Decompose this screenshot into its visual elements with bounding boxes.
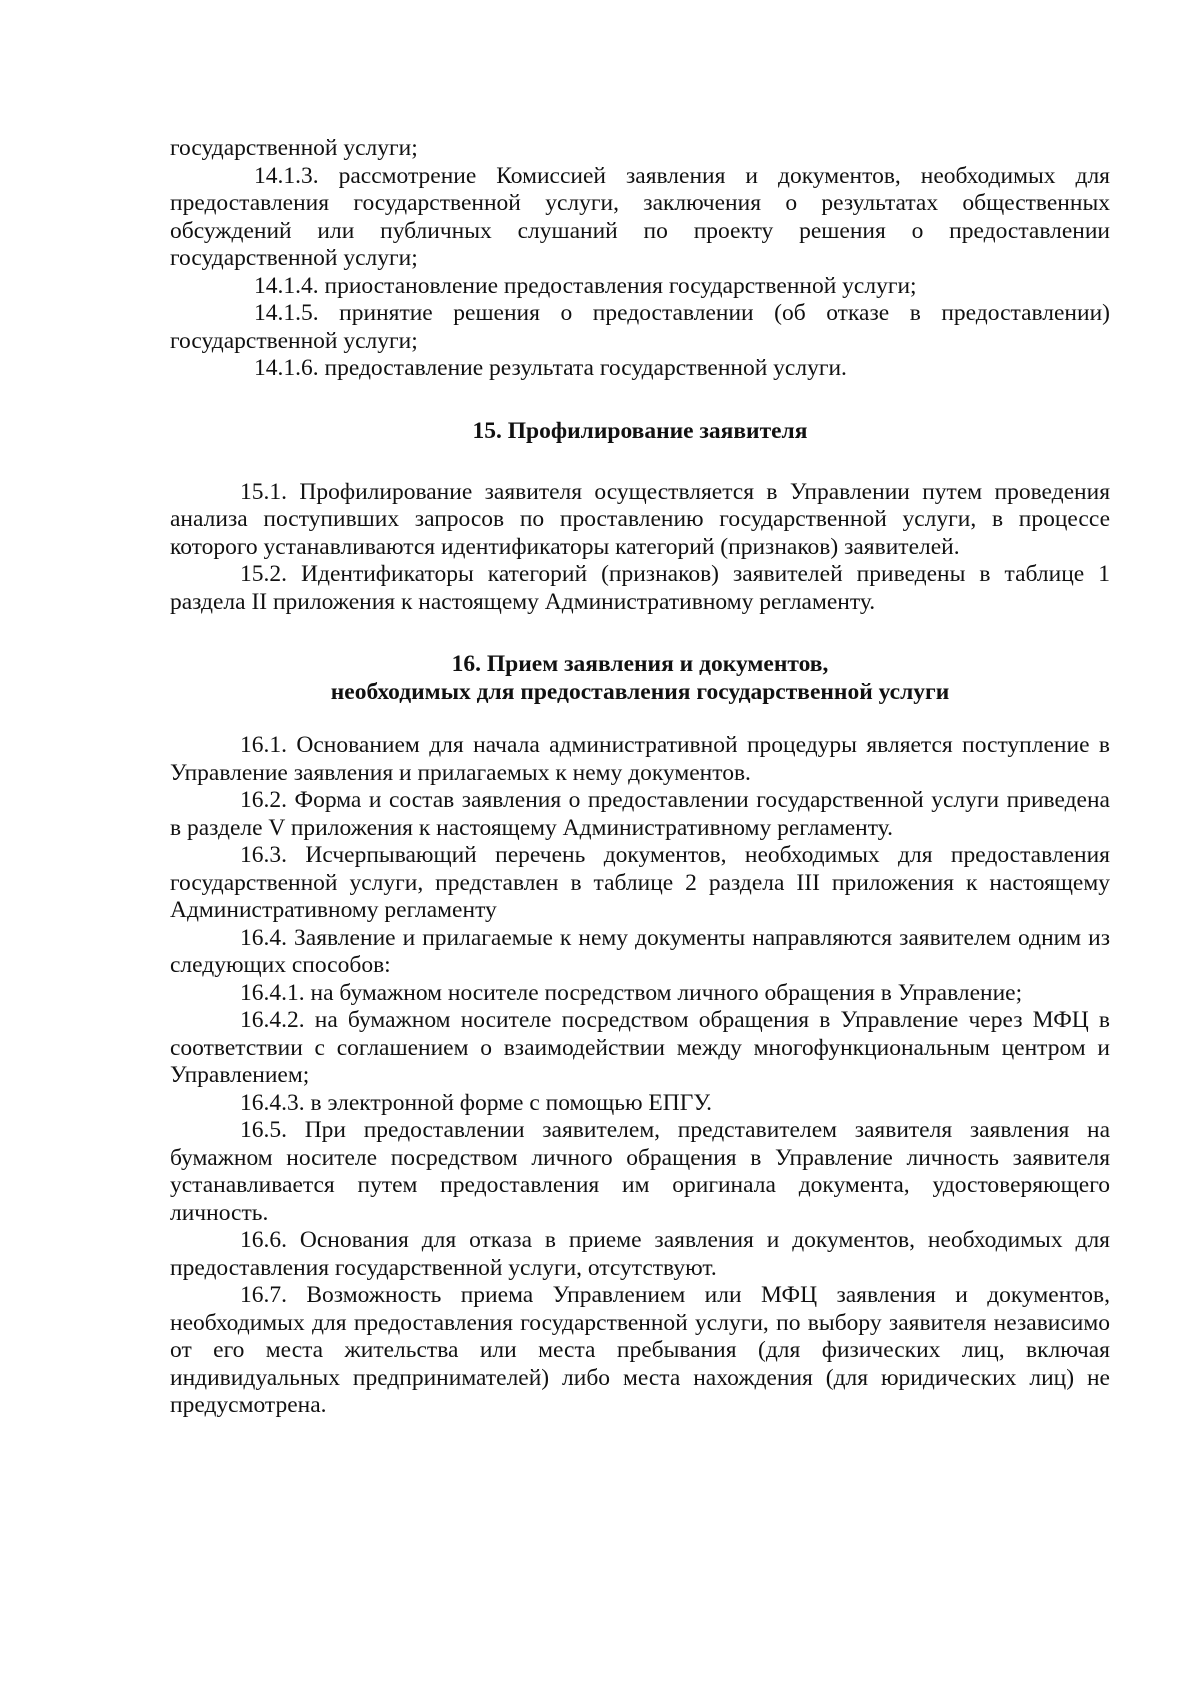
paragraph-continuation: государственной услуги;: [170, 135, 418, 161]
section-heading-15: 15. Профилирование заявителя: [472, 417, 808, 444]
paragraph-16-6: 16.6. Основания для отказа в приеме заявления и документов, необходимых для предоставления государственной услуги, отсутствуют.: [170, 1227, 1110, 1281]
paragraph-14-1-6: 14.1.6. предоставление результата государственной услуги.: [254, 355, 847, 381]
paragraph-15-1: 15.1. Профилирование заявителя осуществляется в Управлении путем проведения анализа поступивших запросов по проставлению государственной услуги, в процессе которого устанавливаются идентификаторы категорий (признаков) заявителей.: [170, 478, 1110, 560]
paragraph-16-2: 16.2. Форма и состав заявления о предоставлении государственной услуги приведена в разделе V приложения к настоящему Административному регламенту.: [170, 787, 1110, 841]
section-heading-16-line2: необходимых для предоставления государственной услуги: [330, 679, 950, 705]
spacer: [170, 706, 1110, 732]
paragraph-16-1: 16.1. Основанием для начала административной процедуры является поступление в Управление заявления и прилагаемых к нему документов.: [170, 732, 1110, 786]
paragraph-16-4-2: 16.4.2. на бумажном носителе посредством обращения в Управление через МФЦ в соответствии с соглашением о взаимодействии между многофункциональным центром и Управлением;: [170, 1007, 1110, 1088]
paragraph-16-7: 16.7. Возможность приема Управлением или МФЦ заявления и документов, необходимых для предоставления государственной услуги, по выбору заявителя независимо от его места жительства или места пребывания (для физических лиц, включая индивидуальных предпринимателей) либо места нахождения (для юридических лиц) не предусмотрена.: [170, 1282, 1110, 1418]
spacer: [170, 445, 1110, 479]
paragraph-16-3: 16.3. Исчерпывающий перечень документов, необходимых для предоставления государственной услуги, представлен в таблице 2 раздела III приложения к настоящему Административному регламенту: [170, 842, 1110, 923]
spacer: [170, 383, 1110, 417]
paragraph-16-5: 16.5. При предоставлении заявителем, представителем заявителя заявления на бумажном носителе посредством личного обращения в Управление личность заявителя устанавливается путем предоставления им оригинала документа, удостоверяющего личность.: [170, 1117, 1110, 1226]
paragraph-15-2: 15.2. Идентификаторы категорий (признаков) заявителей приведены в таблице 1 раздела II приложения к настоящему Административному регламенту.: [170, 561, 1110, 615]
paragraph-16-4: 16.4. Заявление и прилагаемые к нему документы направляются заявителем одним из следующих способов:: [170, 924, 1110, 978]
paragraph-14-1-4: 14.1.4. приостановление предоставления государственной услуги;: [254, 272, 917, 299]
paragraph-14-1-5: 14.1.5. принятие решения о предоставлении (об отказе в предоставлении) государственной услуги;: [170, 300, 1110, 354]
paragraph-14-1-3: 14.1.3. рассмотрение Комиссией заявления и документов, необходимых для предоставления государственной услуги, заключения о результатах общественных обсуждений или публичных слушаний по проекту решения о предоставлении государственной услуги;: [170, 162, 1110, 271]
paragraph-16-4-3: 16.4.3. в электронной форме с помощью ЕПГУ.: [240, 1089, 712, 1116]
spacer: [170, 616, 1110, 650]
paragraph-16-4-1: 16.4.1. на бумажном носителе посредством личного обращения в Управление;: [240, 979, 1023, 1006]
section-heading-16-line1: 16. Прием заявления и документов,: [451, 651, 829, 677]
